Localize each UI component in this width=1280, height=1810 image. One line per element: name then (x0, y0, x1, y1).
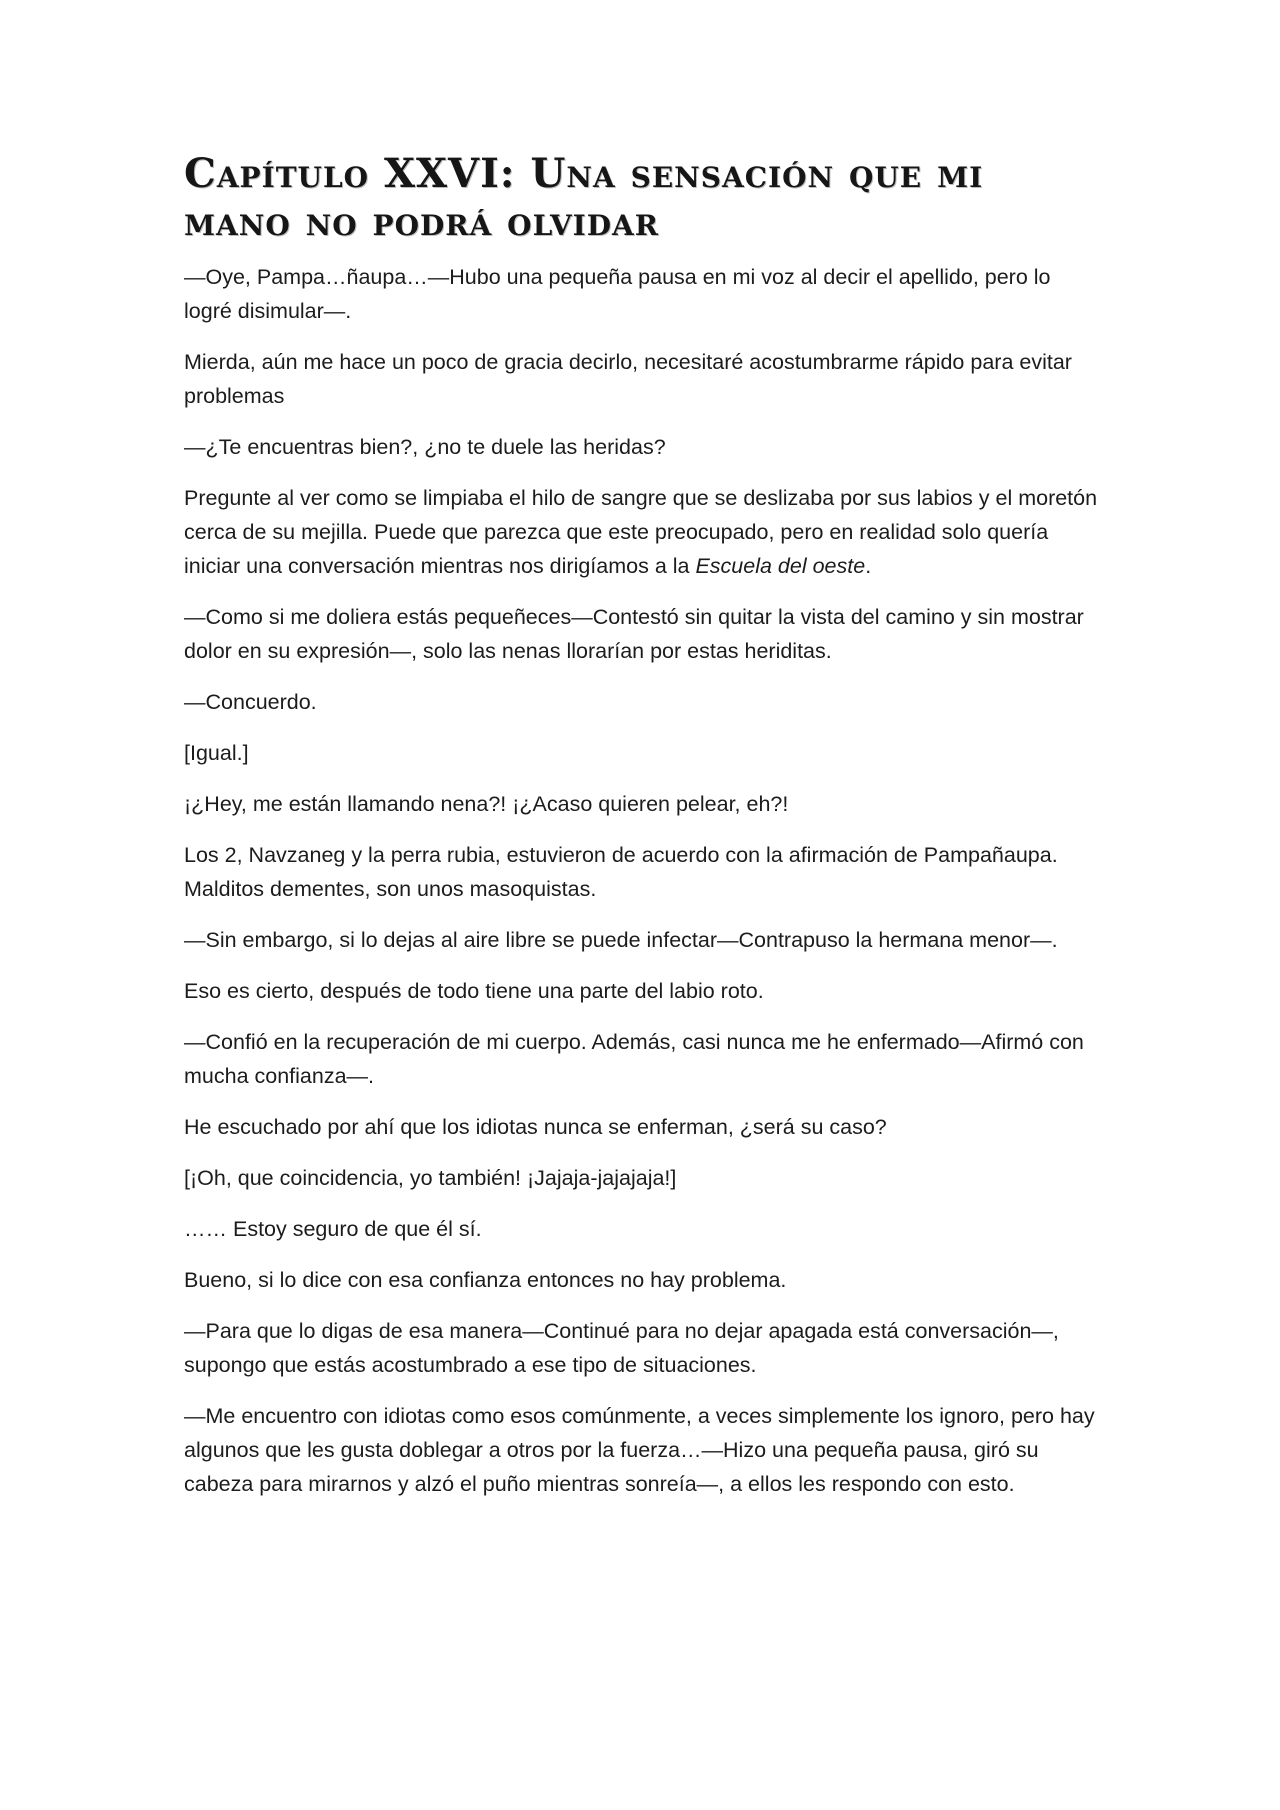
paragraph-6: —Concuerdo. (184, 690, 317, 714)
paragraph-11: Eso es cierto, después de todo tiene una parte del labio roto. (184, 979, 764, 1003)
paragraph-1: —Oye, Pampa…ñaupa…—Hubo una pequeña pausa en mi voz al decir el apellido, pero lo logré disimular—. (184, 265, 1051, 323)
paragraph-14: [¡Oh, que coincidencia, yo también! ¡Jajaja-jajajaja!] (184, 1166, 677, 1190)
chapter-title: Capítulo XXVI: Una sensación que mi mano no podrá olvidar (184, 150, 984, 245)
paragraph-12: —Confió en la recuperación de mi cuerpo. Además, casi nunca me he enfermado—Afirmó con mucha confianza—. (184, 1030, 1084, 1088)
paragraph-9: Los 2, Navzaneg y la perra rubia, estuvieron de acuerdo con la afirmación de Pampañaupa. Malditos dementes, son unos masoquistas. (184, 843, 1058, 901)
school-name: Escuela del oeste (695, 554, 866, 578)
paragraph-3: —¿Te encuentras bien?, ¿no te duele las heridas? (184, 435, 666, 459)
paragraph-4-end: . (865, 554, 872, 578)
paragraph-10: —Sin embargo, si lo dejas al aire libre se puede infectar—Contrapuso la hermana menor—. (184, 928, 1058, 952)
paragraph-4 (184, 481, 1102, 583)
paragraph-7: [Igual.] (184, 741, 249, 765)
paragraph-2: Mierda, aún me hace un poco de gracia decirlo, necesitaré acostumbrarme rápido para evitar problemas (184, 350, 1072, 408)
paragraph-8: ¡¿Hey, me están llamando nena?! ¡¿Acaso quieren pelear, eh?! (184, 792, 789, 816)
document-page (184, 150, 1102, 1518)
paragraph-16: Bueno, si lo dice con esa confianza entonces no hay problema. (184, 1268, 787, 1292)
paragraph-5: —Como si me doliera estás pequeñeces—Contestó sin quitar la vista del camino y sin mostrar dolor en su expresión—, solo las nenas llorarían por estas heriditas. (184, 605, 1084, 663)
paragraph-18: —Me encuentro con idiotas como esos comúnmente, a veces simplemente los ignoro, pero hay algunos que les gusta doblegar a otros por la fuerza…—Hizo una pequeña pausa, giró su cabeza para mirarnos y alzó el puño mientras sonreía—, a ellos les respondo con esto. (184, 1404, 1095, 1496)
paragraph-15: …… Estoy seguro de que él sí. (184, 1217, 482, 1241)
paragraph-17: —Para que lo digas de esa manera—Continué para no dejar apagada está conversación—, supongo que estás acostumbrado a ese tipo de situaciones. (184, 1319, 1059, 1377)
paragraph-4-text: Pregunte al ver como se limpiaba el hilo de sangre que se deslizaba por sus labios y el moretón cerca de su mejilla. Puede que parezca que este preocupado, pero en realidad solo quería iniciar una conversación mientras nos dirigíamos a la (184, 486, 1098, 578)
paragraph-13: He escuchado por ahí que los idiotas nunca se enferman, ¿será su caso? (184, 1115, 887, 1139)
